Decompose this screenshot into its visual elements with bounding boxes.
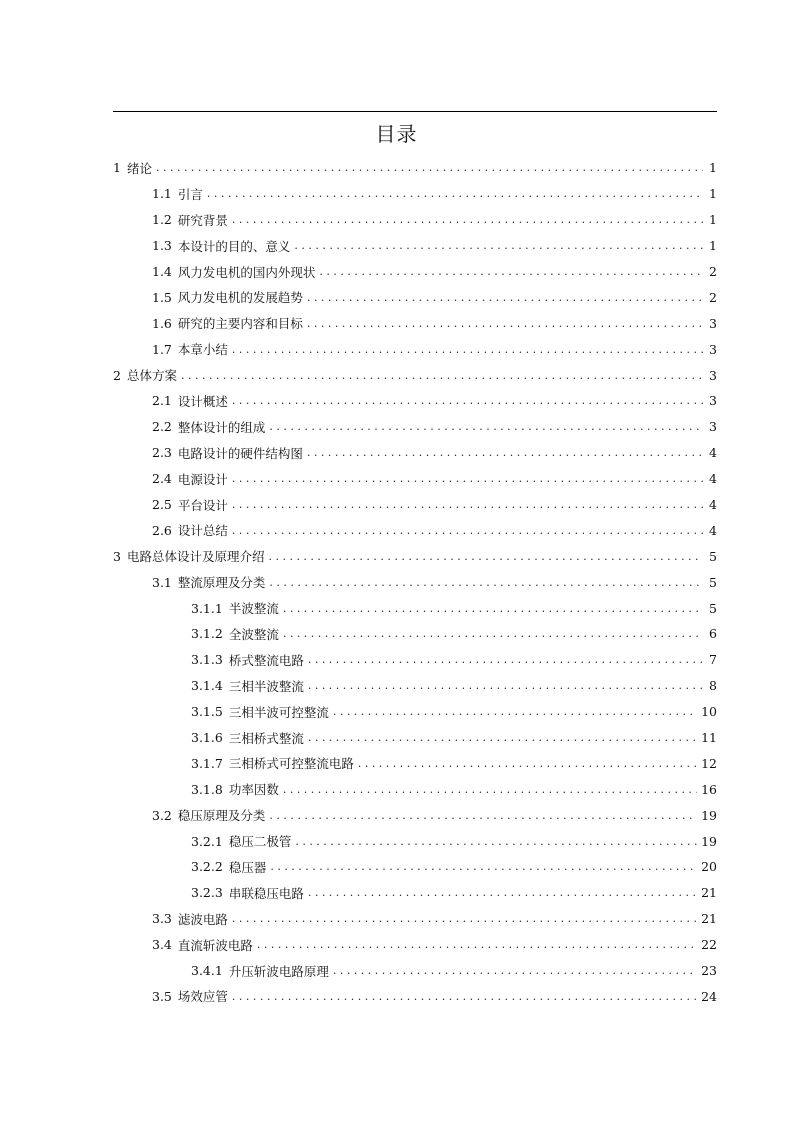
toc-entry-page: 8 — [709, 678, 717, 694]
toc-entry-page: 3 — [709, 315, 717, 331]
toc-entry-number: 3.1.1 — [191, 600, 223, 616]
toc-entry-number: 3.3 — [152, 911, 172, 927]
toc-dot-leader — [307, 318, 703, 329]
toc-entry[interactable] — [113, 750, 717, 776]
toc-entry-title: 三相桥式整流 — [228, 730, 304, 746]
toc-entry-number: 3.1.7 — [191, 755, 223, 771]
toc-dot-leader — [232, 344, 703, 355]
toc-entry-title: 三相半波可控整流 — [228, 704, 329, 720]
toc-dot-leader — [283, 784, 697, 795]
toc-entry-title: 直流斩波电路 — [177, 937, 253, 953]
toc-entry-title: 绪论 — [126, 160, 152, 176]
toc-entry[interactable] — [113, 647, 717, 673]
toc-entry-title: 本章小结 — [177, 342, 228, 358]
toc-dot-leader — [358, 758, 697, 769]
toc-entry-page: 3 — [709, 393, 717, 409]
toc-entry-page: 23 — [701, 963, 717, 979]
toc-entry[interactable] — [113, 880, 717, 906]
toc-entry-page: 11 — [701, 730, 717, 746]
toc-entry-page: 24 — [701, 988, 717, 1004]
toc-dot-leader — [308, 887, 697, 898]
toc-entry-page: 12 — [701, 755, 717, 771]
toc-entry-page: 4 — [709, 445, 717, 461]
toc-dot-leader — [232, 395, 703, 406]
toc-entry-number: 3.1.6 — [191, 730, 223, 746]
toc-entry-title: 总体方案 — [126, 368, 177, 384]
toc-entry-title: 本设计的目的、意义 — [177, 238, 291, 254]
toc-entry[interactable] — [113, 233, 717, 259]
toc-entry-title: 功率因数 — [228, 782, 279, 798]
toc-entry-title: 稳压原理及分类 — [177, 808, 266, 824]
toc-dot-leader — [333, 965, 697, 976]
toc-entry-title: 三相半波整流 — [228, 678, 304, 694]
toc-entry[interactable] — [113, 362, 717, 388]
toc-entry[interactable] — [113, 932, 717, 958]
toc-entry-page: 4 — [709, 471, 717, 487]
toc-dot-leader — [207, 188, 703, 199]
toc-entry-title: 全波整流 — [228, 626, 279, 642]
toc-entry-title: 桥式整流电路 — [228, 652, 304, 668]
toc-entry-page: 1 — [709, 160, 717, 176]
toc-dot-leader — [269, 421, 703, 432]
toc-dot-leader — [294, 240, 703, 251]
toc-dot-leader — [232, 499, 703, 510]
toc-entry-number: 3.1.4 — [191, 678, 223, 694]
toc-dot-leader — [308, 654, 703, 665]
toc-entry-number: 2 — [113, 367, 121, 383]
toc-dot-leader — [232, 913, 697, 924]
toc-entry-number: 3.1.5 — [191, 704, 223, 720]
toc-entry-number: 2.3 — [152, 445, 172, 461]
toc-entry-page: 6 — [709, 626, 717, 642]
toc-entry-number: 2.2 — [152, 419, 172, 435]
toc-entry-title: 稳压二极管 — [228, 834, 292, 850]
toc-entry-title: 设计概述 — [177, 393, 228, 409]
toc-entry-title: 研究背景 — [177, 212, 228, 228]
toc-entry-number: 2.1 — [152, 393, 172, 409]
toc-entry[interactable] — [113, 336, 717, 362]
toc-entry-title: 升压斩波电路原理 — [228, 963, 329, 979]
toc-dot-leader — [156, 162, 703, 173]
toc-entry-page: 4 — [709, 522, 717, 538]
toc-entry[interactable] — [113, 284, 717, 310]
toc-entry[interactable] — [113, 569, 717, 595]
toc-entry-title: 设计总结 — [177, 523, 228, 539]
toc-entry[interactable] — [113, 181, 717, 207]
toc-entry-page: 16 — [701, 781, 717, 797]
toc-entry-title: 整体设计的组成 — [177, 419, 266, 435]
toc-dot-leader — [232, 991, 697, 1002]
toc-entry[interactable] — [113, 155, 717, 181]
toc-entry[interactable] — [113, 776, 717, 802]
toc-entry-number: 3.4 — [152, 937, 172, 953]
toc-dot-leader — [283, 603, 703, 614]
toc-entry-title: 整流原理及分类 — [177, 575, 266, 591]
toc-entry-number: 2.5 — [152, 497, 172, 513]
toc-entry-number: 3.2.2 — [191, 859, 223, 875]
toc-entry-number: 3 — [113, 548, 121, 564]
toc-dot-leader — [319, 266, 703, 277]
toc-entry-number: 1.3 — [152, 238, 172, 254]
toc-dot-leader — [257, 939, 697, 950]
toc-dot-leader — [295, 836, 697, 847]
toc-entry-number: 1 — [113, 160, 121, 176]
toc-entry[interactable] — [113, 440, 717, 466]
toc-dot-leader — [232, 473, 703, 484]
toc-entry-title: 场效应管 — [177, 989, 228, 1005]
toc-entry-number: 1.5 — [152, 289, 172, 305]
toc-entry-page: 19 — [701, 833, 717, 849]
toc-entry-page: 3 — [709, 341, 717, 357]
toc-entry-number: 3.1.3 — [191, 652, 223, 668]
toc-entry[interactable] — [113, 259, 717, 285]
toc-entry-number: 1.1 — [152, 186, 172, 202]
toc-dot-leader — [308, 680, 703, 691]
toc-dot-leader — [232, 525, 703, 536]
toc-dot-leader — [269, 577, 703, 588]
toc-entry-number: 3.4.1 — [191, 963, 223, 979]
toc-entry-page: 7 — [709, 652, 717, 668]
toc-entry-page: 21 — [701, 885, 717, 901]
toc-entry-title: 半波整流 — [228, 601, 279, 617]
toc-entry-number: 3.1 — [152, 574, 172, 590]
toc-entry-number: 3.1.2 — [191, 626, 223, 642]
toc-entry-number: 3.1.8 — [191, 781, 223, 797]
toc-entry-title: 电源设计 — [177, 471, 228, 487]
toc-entry-page: 21 — [701, 911, 717, 927]
toc-entry-page: 1 — [709, 238, 717, 254]
toc-entry[interactable] — [113, 543, 717, 569]
table-of-contents — [113, 155, 717, 1009]
toc-entry-title: 滤波电路 — [177, 911, 228, 927]
toc-entry-page: 10 — [701, 704, 717, 720]
toc-entry-title: 研究的主要内容和目标 — [177, 316, 303, 332]
toc-dot-leader — [232, 214, 703, 225]
toc-entry-page: 3 — [709, 367, 717, 383]
toc-entry[interactable] — [113, 466, 717, 492]
toc-entry[interactable] — [113, 517, 717, 543]
toc-entry-number: 1.4 — [152, 264, 172, 279]
toc-entry[interactable] — [113, 207, 717, 233]
toc-entry-page: 22 — [701, 937, 717, 953]
toc-entry[interactable] — [113, 699, 717, 725]
header-rule — [113, 111, 717, 112]
toc-dot-leader — [181, 370, 703, 381]
toc-entry-page: 3 — [709, 419, 717, 435]
toc-entry-number: 1.7 — [152, 341, 172, 357]
toc-entry-number: 3.5 — [152, 988, 172, 1004]
toc-entry-page: 5 — [709, 548, 717, 564]
toc-dot-leader — [308, 732, 697, 743]
toc-entry[interactable] — [113, 492, 717, 518]
toc-dot-leader — [270, 861, 697, 872]
toc-entry[interactable] — [113, 673, 717, 699]
toc-entry[interactable] — [113, 984, 717, 1010]
page-title: 目录 — [375, 122, 418, 146]
toc-entry-title: 平台设计 — [177, 497, 228, 513]
toc-entry-number: 2.4 — [152, 471, 172, 487]
toc-entry[interactable] — [113, 725, 717, 751]
toc-entry[interactable] — [113, 854, 717, 880]
toc-dot-leader — [268, 551, 703, 562]
toc-entry-page: 20 — [701, 859, 717, 875]
toc-entry-title: 稳压器 — [228, 859, 267, 875]
toc-dot-leader — [283, 628, 703, 639]
toc-entry-page: 19 — [701, 807, 717, 823]
toc-entry-page: 2 — [709, 264, 717, 279]
toc-dot-leader — [333, 706, 697, 717]
toc-entry-page: 5 — [709, 574, 717, 590]
toc-entry-title: 电路设计的硬件结构图 — [177, 445, 303, 461]
toc-dot-leader — [307, 292, 703, 303]
toc-entry-number: 1.6 — [152, 315, 172, 331]
toc-entry-page: 1 — [709, 212, 717, 228]
toc-entry-page: 1 — [709, 186, 717, 202]
toc-entry[interactable] — [113, 621, 717, 647]
toc-entry-title: 风力发电机的国内外现状 — [177, 264, 316, 280]
toc-entry[interactable] — [113, 906, 717, 932]
toc-entry-number: 3.2.1 — [191, 833, 223, 849]
toc-entry-number: 2.6 — [152, 522, 172, 538]
toc-entry-title: 电路总体设计及原理介绍 — [126, 549, 265, 565]
toc-entry-number: 1.2 — [152, 212, 172, 228]
toc-entry[interactable] — [113, 828, 717, 854]
toc-entry-page: 2 — [709, 289, 717, 305]
toc-entry-page: 4 — [709, 497, 717, 513]
toc-dot-leader — [307, 447, 703, 458]
toc-entry-title: 三相桥式可控整流电路 — [228, 756, 354, 772]
toc-entry[interactable] — [113, 414, 717, 440]
toc-entry-title: 风力发电机的发展趋势 — [177, 290, 303, 306]
toc-entry-title: 引言 — [177, 186, 203, 202]
toc-entry-page: 5 — [709, 600, 717, 616]
toc-entry[interactable] — [113, 388, 717, 414]
toc-dot-leader — [269, 810, 697, 821]
toc-entry-title: 串联稳压电路 — [228, 885, 304, 901]
toc-entry-number: 3.2 — [152, 807, 172, 823]
toc-entry-number: 3.2.3 — [191, 885, 223, 901]
toc-entry[interactable] — [113, 958, 717, 984]
toc-entry[interactable] — [113, 310, 717, 336]
toc-entry[interactable] — [113, 802, 717, 828]
toc-entry[interactable] — [113, 595, 717, 621]
